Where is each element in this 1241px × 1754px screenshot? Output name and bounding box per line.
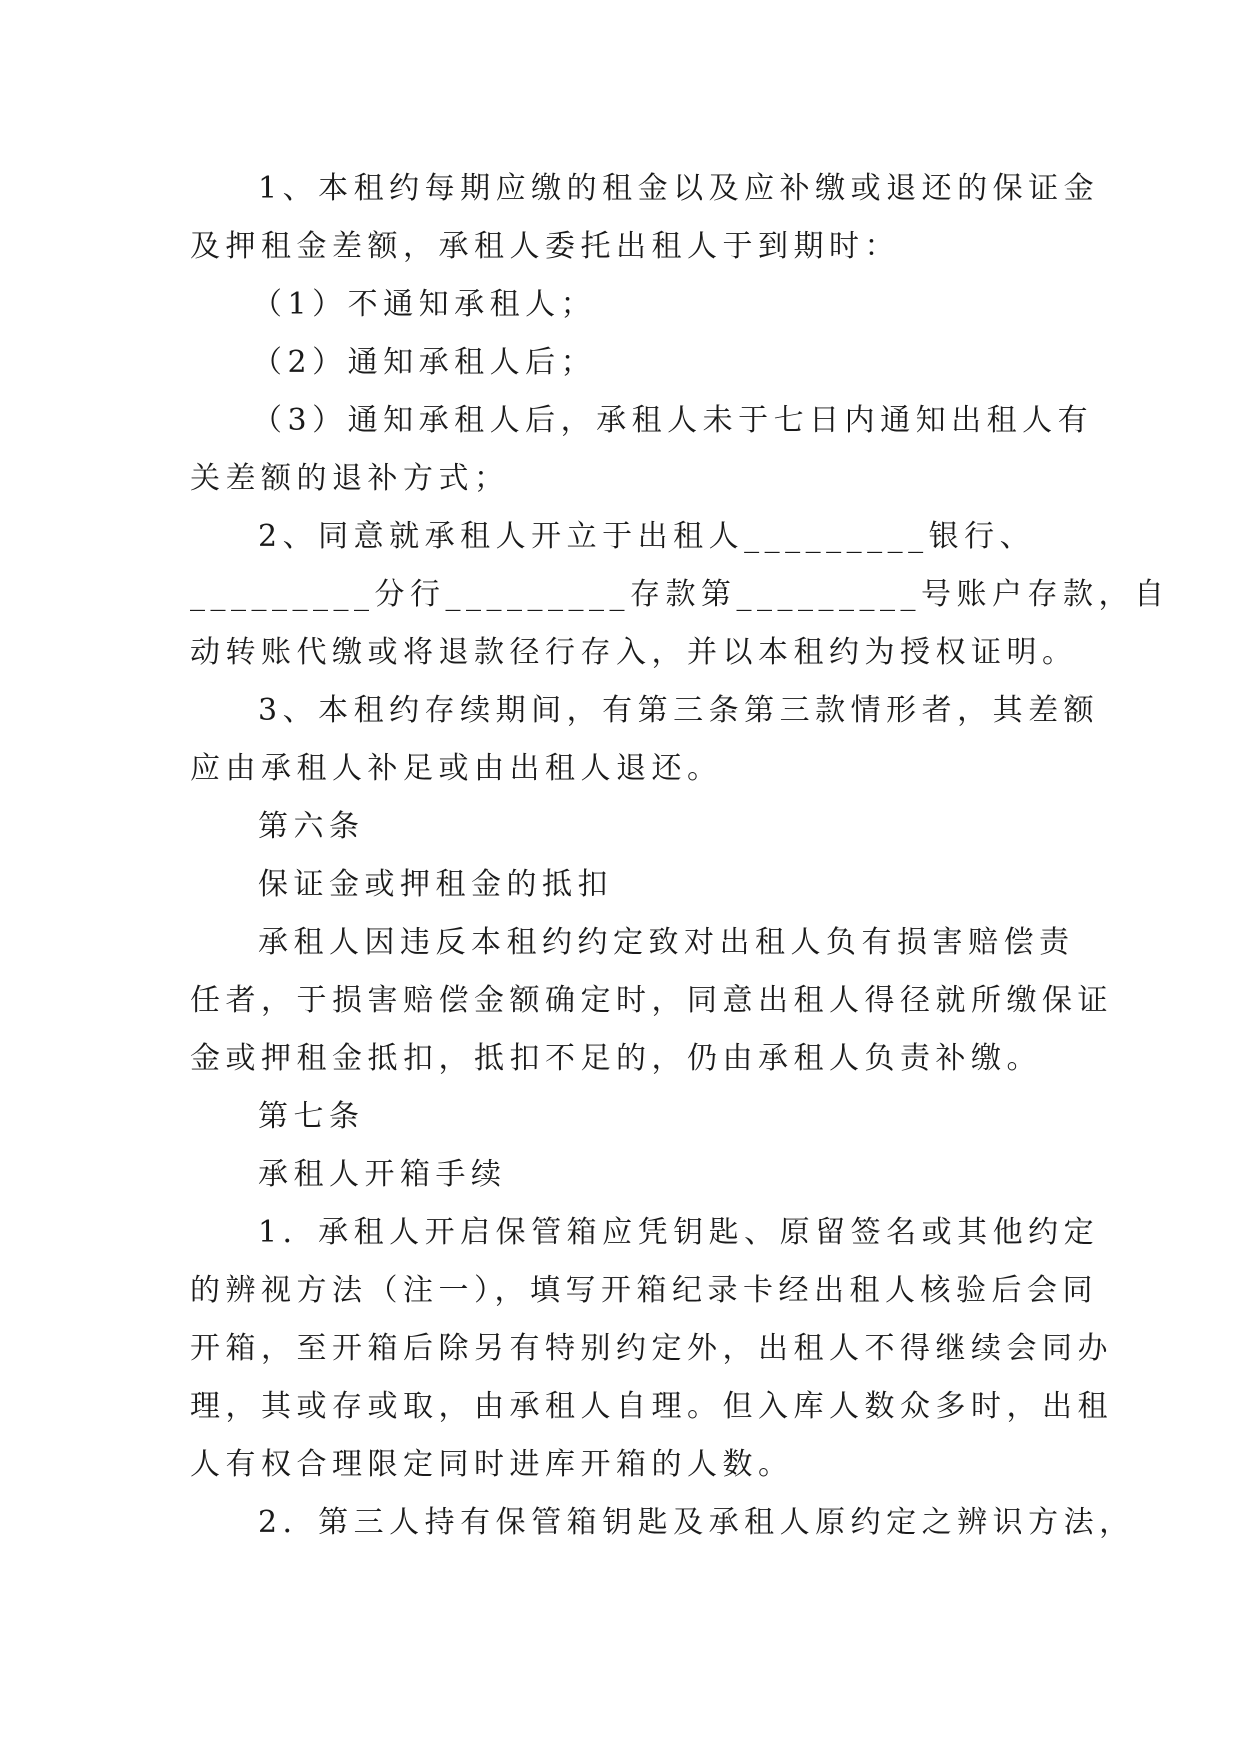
paragraph-line: 3、本租约存续期间，有第三条第三款情形者，其差额 <box>258 693 1100 728</box>
paragraph-line: 的辨视方法（注一），填写开箱纪录卡经出租人核验后会同 <box>190 1273 1098 1308</box>
paragraph-line: 承租人因违反本租约约定致对出租人负有损害赔偿责 <box>258 925 1075 960</box>
paragraph-line: 金或押租金抵扣，抵扣不足的，仍由承租人负责补缴。 <box>190 1041 1042 1076</box>
paragraph-line: 及押租金差额，承租人委托出租人于到期时： <box>190 229 900 264</box>
list-item: （1）不通知承租人； <box>252 287 597 322</box>
list-item: （2）通知承租人后； <box>252 345 597 380</box>
document-body <box>190 160 1170 1552</box>
paragraph-line: _________分行_________存款第_________号账户存款，自 <box>190 577 1170 612</box>
article-title: 保证金或押租金的抵扣 <box>258 867 613 902</box>
paragraph-line: 2、同意就承租人开立于出租人_________银行、 <box>258 519 1036 554</box>
paragraph-line: 1．承租人开启保管箱应凭钥匙、原留签名或其他约定 <box>258 1215 1100 1250</box>
article-heading: 第七条 <box>258 1099 365 1134</box>
article-title: 承租人开箱手续 <box>258 1157 507 1192</box>
paragraph-line: 任者，于损害赔偿金额确定时，同意出租人得径就所缴保证 <box>190 983 1113 1018</box>
paragraph-line: 1、本租约每期应缴的租金以及应补缴或退还的保证金 <box>258 171 1100 206</box>
paragraph-line: 人有权合理限定同时进库开箱的人数。 <box>190 1447 794 1482</box>
paragraph-line: 2．第三人持有保管箱钥匙及承租人原约定之辨识方法， <box>258 1505 1135 1540</box>
paragraph-line: 开箱，至开箱后除另有特别约定外，出租人不得继续会同办 <box>190 1331 1113 1366</box>
list-item: （3）通知承租人后，承租人未于七日内通知出租人有 <box>252 403 1094 438</box>
paragraph-line: 关差额的退补方式； <box>190 461 510 496</box>
paragraph-line: 应由承租人补足或由出租人退还。 <box>190 751 723 786</box>
paragraph-line: 动转账代缴或将退款径行存入，并以本租约为授权证明。 <box>190 635 1078 670</box>
article-heading: 第六条 <box>258 809 365 844</box>
paragraph-line: 理，其或存或取，由承租人自理。但入库人数众多时，出租 <box>190 1389 1113 1424</box>
